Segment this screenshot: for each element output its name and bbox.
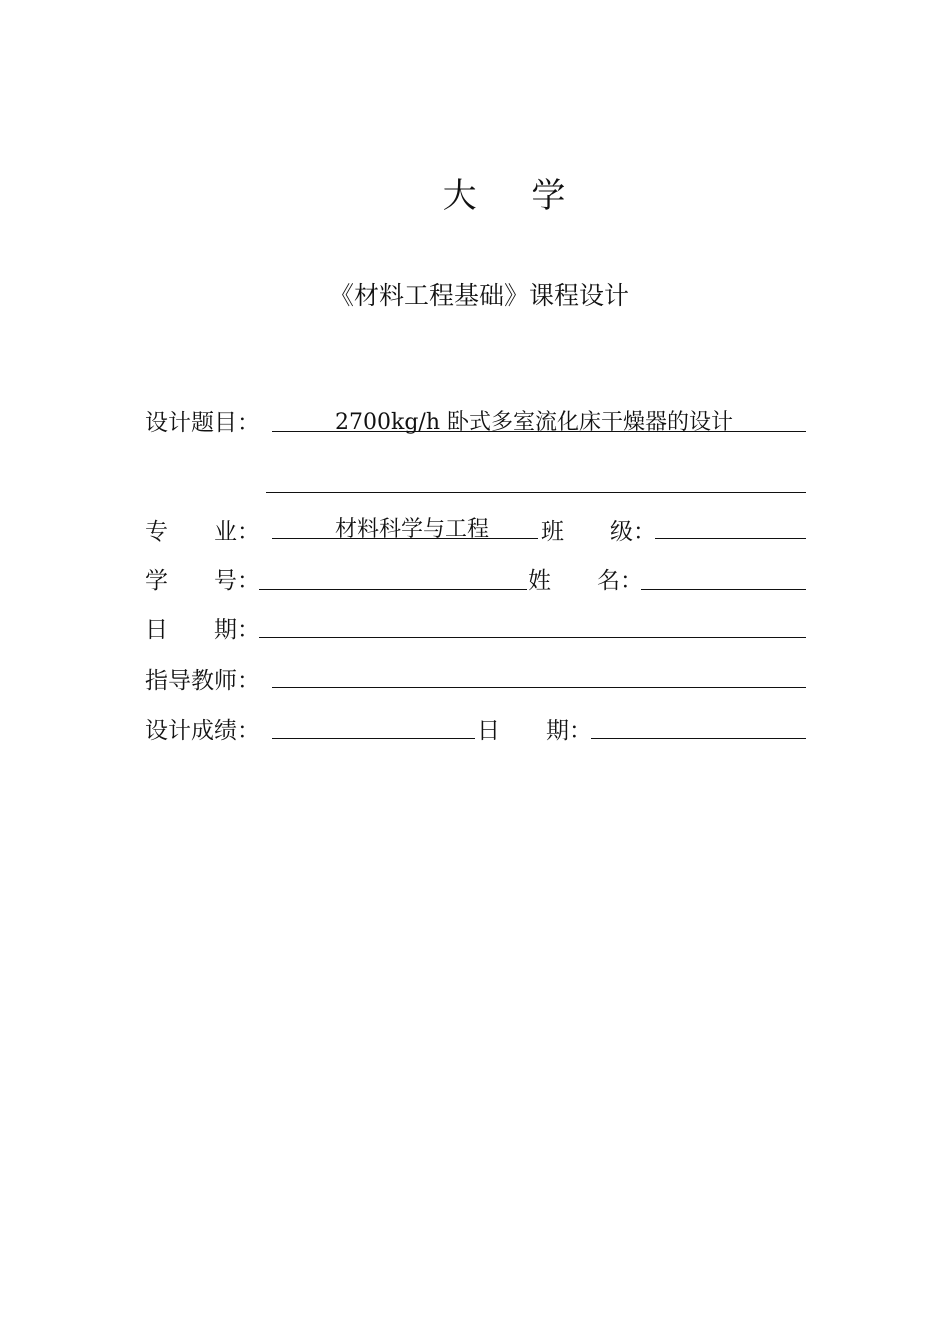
topic-value: 2700kg/h 卧式多室流化床干燥器的设计 (335, 410, 733, 435)
grade-date-underline (591, 738, 806, 739)
class-underline (655, 538, 806, 539)
advisor-underline (272, 687, 806, 688)
advisor-label: 指导教师： (145, 668, 260, 694)
grade-underline (272, 738, 475, 739)
date-label: 日 期： (145, 617, 260, 643)
name-label: 姓 名： (528, 568, 643, 594)
date-underline (259, 637, 806, 638)
name-underline (641, 589, 806, 590)
topic-underline-2 (266, 492, 806, 493)
grade-date-label: 日 期： (477, 718, 592, 744)
major-label: 专 业： (145, 519, 260, 545)
student-id-underline (259, 589, 527, 590)
student-id-label: 学 号： (145, 568, 260, 594)
course-title: 《材料工程基础》课程设计 (328, 281, 629, 310)
class-label: 班 级： (541, 519, 656, 545)
major-value: 材料科学与工程 (335, 517, 490, 542)
grade-label: 设计成绩： (145, 718, 260, 744)
university-title: 大 学 (442, 176, 588, 216)
topic-label: 设计题目： (145, 410, 260, 436)
